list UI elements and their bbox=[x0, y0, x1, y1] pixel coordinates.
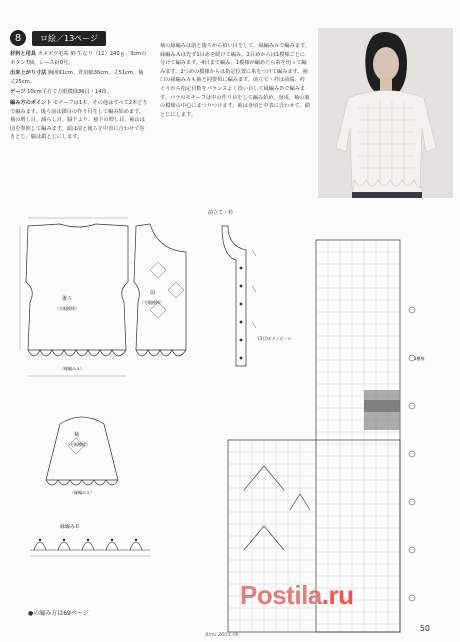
front-body-schematic bbox=[134, 224, 186, 356]
footer-note: ●の編み方は69ページ bbox=[28, 610, 89, 617]
sleeve-label: 袖 bbox=[74, 432, 80, 438]
back-pattern-label: （方眼模様） bbox=[55, 306, 79, 311]
front-label: 前 bbox=[150, 290, 156, 296]
gauge-text: 10cm平方で方眼模様36目・14段。 bbox=[27, 89, 112, 96]
page-title: ロ絵／13ページ bbox=[32, 31, 106, 46]
source-line: Amu 2003.06 bbox=[205, 632, 239, 638]
front-band-title: 前立て・衿 bbox=[208, 210, 234, 216]
header bbox=[10, 30, 106, 46]
buttonhole-note: (3目)ボタンホール bbox=[258, 336, 292, 341]
instructions-col2-text: 袖の縁編みは前と後ろから拾い目をして、縁編みＡで編みます。縁編みＡは先ず1目めを続けて編み、2目めからは1模様ごとに分けて編みます。4目まで編み、1模様が編めたら糸を切って編みます。2つめの模様からは指定位置に糸をつけて編みます。袖口の縁編みＡも袖と同要領に編みます。前立て・衿は前端、衿ぐりから指定目数をバランスよく拾い目して縁編みＢで編みます。バラのモチーフは中の作り目をして編み始め、身頃、袖の裏の模様の中心にまつりつけます。袖は身頃と中表に合わせて、鎖とじにします。 bbox=[160, 43, 310, 118]
sleeve-schematic bbox=[46, 417, 118, 485]
materials-label: 材料と用具 bbox=[10, 51, 36, 57]
model-illustration bbox=[318, 28, 453, 198]
points-text: モチーフは1本、その他はすべて2本どりで編みます。後ろ前は鎖目の作り目をして編み始めます。袖の増し目、減らし目、脇下より、袖下の増し目、袖山は図を参照して編みます。頭は前と後ろを中表に合わせて巻きとじ、脇は鎖とじにします。 bbox=[10, 99, 148, 141]
sleeve-edging-label: （縁編みＡ） bbox=[70, 490, 94, 495]
edging-b-chart bbox=[30, 539, 150, 556]
size-label: 出来上がり寸法 bbox=[10, 70, 47, 77]
back-edging-label: （縁編みＡ） bbox=[60, 366, 84, 371]
watermark bbox=[240, 580, 353, 611]
watermark-part-a: Postila bbox=[240, 580, 322, 610]
instructions-continued bbox=[160, 42, 310, 119]
back-body-schematic bbox=[20, 218, 128, 376]
points-label: 編み方のポイント bbox=[10, 99, 52, 106]
watermark-part-b: .ru bbox=[321, 580, 354, 610]
instructions bbox=[10, 50, 148, 144]
front-band-schematic bbox=[222, 226, 256, 366]
size-text: 胸囲91cm、背肩幅36cm、丈51cm、袖丈25cm。 bbox=[10, 70, 144, 85]
edging-b-title: 縁編みＢ bbox=[60, 524, 81, 530]
page-number: 50 bbox=[419, 624, 430, 633]
pattern-diagrams bbox=[0, 190, 460, 642]
materials-text: カネボウ毛糸 納 生なり（11）240ｇ、3cmのボタン7個、レース針0号。 bbox=[10, 51, 147, 66]
item-number-badge: 8 bbox=[10, 30, 26, 46]
front-pattern-label: （方眼模様） bbox=[140, 300, 164, 305]
back-label: 後ろ bbox=[62, 296, 73, 302]
stitch-chart-grid bbox=[228, 240, 415, 632]
model-photo bbox=[318, 28, 453, 198]
gauge-label: ゲージ bbox=[10, 89, 26, 96]
sleeve-pattern-label: （方眼模様） bbox=[66, 442, 90, 447]
chart-repeat-label: 1模様 bbox=[414, 356, 425, 361]
